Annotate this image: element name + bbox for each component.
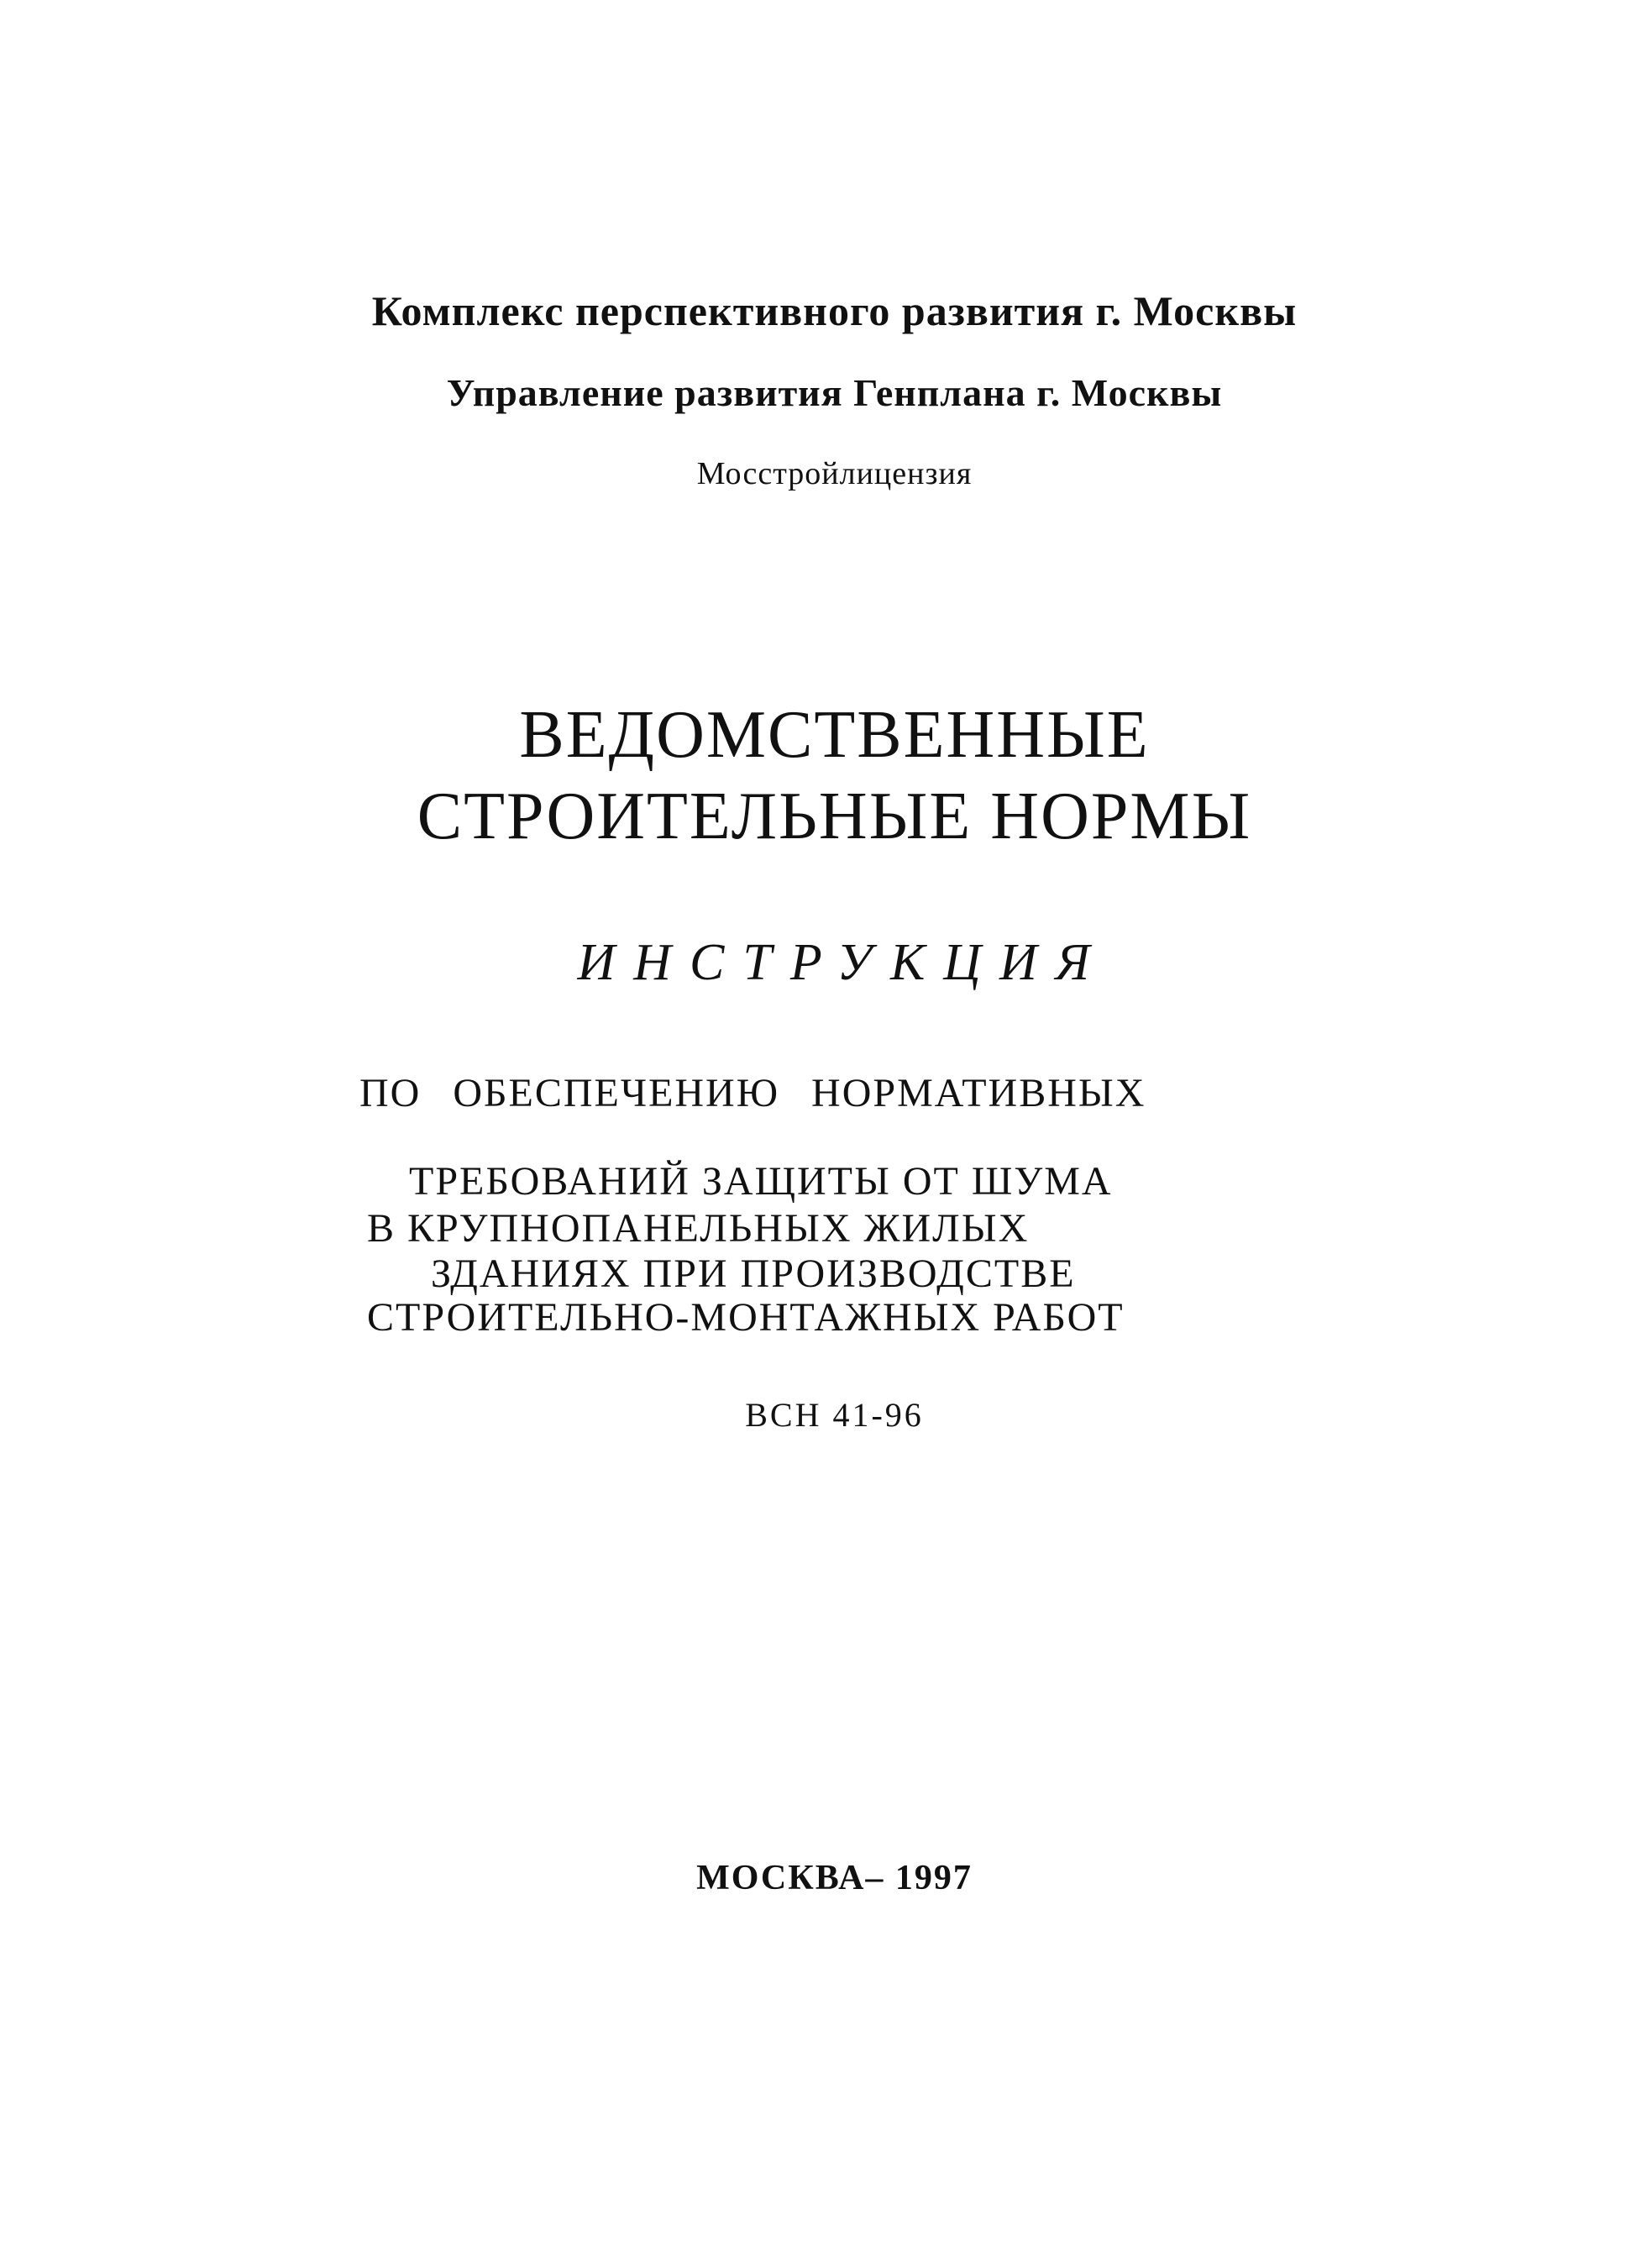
organization-line-1: Комплекс перспективного развития г. Москвы: [371, 287, 1298, 334]
document-title-line-2: СТРОИТЕЛЬНЫЕ НОРМЫ: [417, 779, 1252, 853]
subject-line-5: СТРОИТЕЛЬНО-МОНТАЖНЫХ РАБОТ: [367, 1295, 1125, 1340]
document-code: ВСН 41-96: [745, 1396, 924, 1434]
document-title-line-1: ВЕДОМСТВЕННЫЕ: [519, 698, 1150, 772]
subject-line-2: ТРЕБОВАНИЙ ЗАЩИТЫ ОТ ШУМА: [409, 1159, 1113, 1204]
subject-line-1: ПО ОБЕСПЕЧЕНИЮ НОРМАТИВНЫХ: [359, 1071, 1146, 1115]
subject-line-4: ЗДАНИЯХ ПРИ ПРОИЗВОДСТВЕ: [431, 1251, 1076, 1296]
imprint: МОСКВА– 1997: [696, 1859, 973, 1897]
subject-line-3: В КРУПНОПАНЕЛЬНЫХ ЖИЛЫХ: [367, 1206, 1030, 1251]
organization-line-3: Мосстройлицензия: [696, 456, 973, 491]
organization-line-2: Управление развития Генплана г. Москвы: [446, 371, 1223, 414]
document-type: ИНСТРУКЦИЯ: [577, 934, 1109, 991]
